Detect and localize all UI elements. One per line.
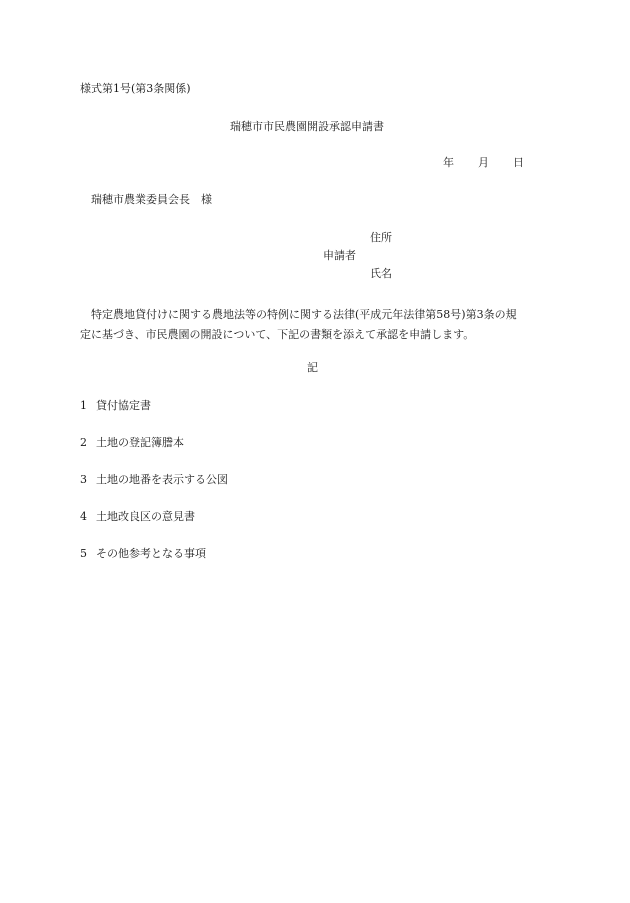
address-label: 住所 (370, 231, 392, 244)
name-label: 氏名 (370, 267, 392, 280)
addressee: 瑞穂市農業委員会長 様 (91, 193, 212, 206)
attachment-label: その他参考となる事項 (96, 547, 206, 560)
attachment-item (80, 511, 195, 522)
date-day-label: 日 (513, 156, 524, 169)
attachment-number: 4 (80, 510, 87, 523)
document-title: 瑞穂市市民農園開設承認申請書 (230, 120, 384, 133)
attachment-label: 土地の登記簿謄本 (96, 436, 184, 449)
body-line-1: 特定農地貸付けに関する農地法等の特例に関する法律(平成元年法律第58号)第3条の規 (91, 308, 517, 321)
attachment-number: 1 (80, 399, 87, 412)
attachment-number: 2 (80, 436, 87, 449)
body-line-2: 定に基づき、市民農園の開設について、下記の書類を添えて承認を申請します。 (80, 328, 475, 341)
attachment-item (80, 437, 184, 448)
attachment-label: 土地改良区の意見書 (96, 510, 195, 523)
attachment-number: 5 (80, 547, 87, 560)
date-year-label: 年 (443, 156, 454, 169)
ki-heading: 記 (307, 361, 318, 374)
application-body (80, 305, 550, 345)
attachment-label: 貸付協定書 (96, 399, 151, 412)
date-month-label: 月 (478, 156, 489, 169)
applicant-label: 申請者 (323, 249, 356, 262)
attachment-item (80, 474, 228, 485)
attachment-item (80, 400, 151, 411)
attachment-number: 3 (80, 473, 87, 486)
attachment-item (80, 548, 206, 559)
attachment-label: 土地の地番を表示する公図 (96, 473, 228, 486)
form-number: 様式第1号(第3条関係) (80, 82, 191, 95)
